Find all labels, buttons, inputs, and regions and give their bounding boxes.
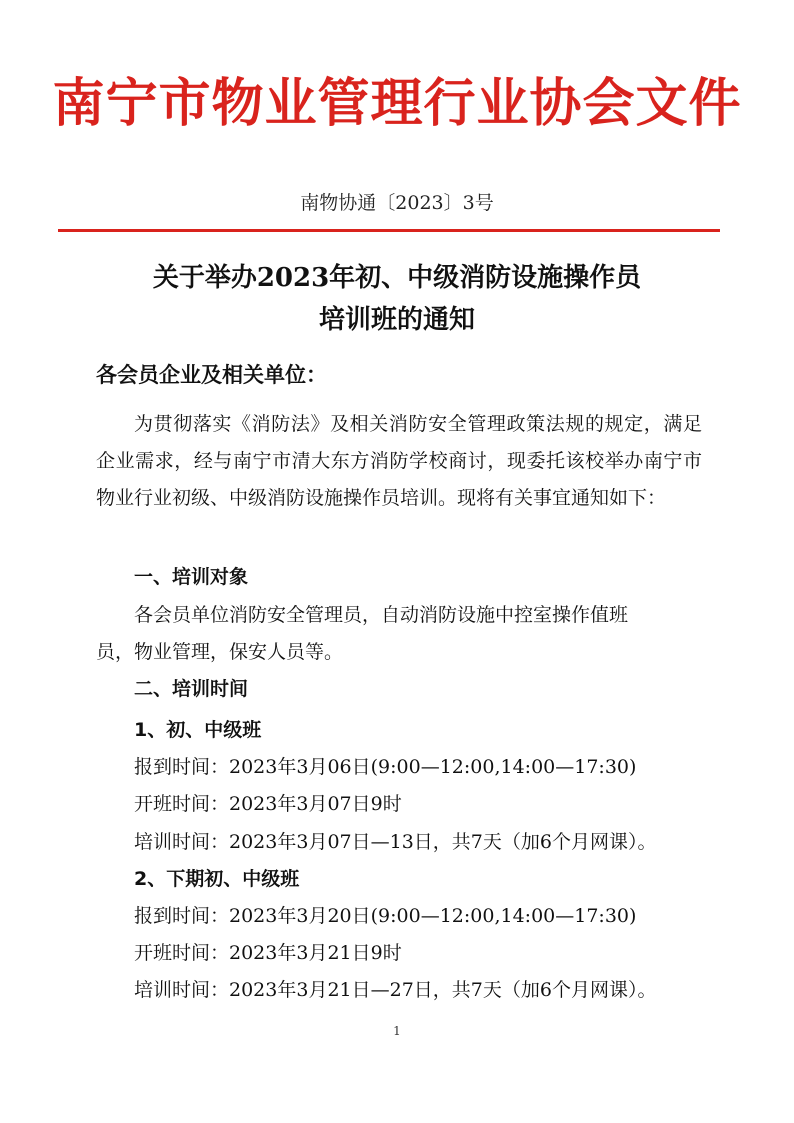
document-masthead: 南宁市物业管理行业协会文件 bbox=[52, 73, 742, 134]
page-number: 1 bbox=[393, 1024, 401, 1038]
notice-title-line-2: 培训班的通知 bbox=[318, 305, 475, 335]
class1-start-time: 开班时间：2023年3月07日9时 bbox=[134, 793, 402, 815]
red-divider-rule bbox=[58, 229, 720, 232]
intro-paragraph: 为贯彻落实《消防法》及相关消防安全管理政策法规的规定，满足企业需求，经与南宁市清大东方消防学校商讨，现委托该校举办南宁市物业行业初级、中级消防设施操作员培训。现将有关事宜通知如下： bbox=[96, 413, 702, 509]
trainees-text-line-2: 员，物业管理，保安人员等。 bbox=[96, 641, 344, 663]
class2-register-time: 报到时间：2023年3月20日(9:00—12:00,14:00—17:30) bbox=[134, 905, 637, 927]
section-heading-trainees: 一、培训对象 bbox=[134, 566, 249, 588]
intro-paragraph-block bbox=[96, 406, 702, 517]
class1-heading: 1、初、中级班 bbox=[134, 719, 262, 741]
class2-training-time: 培训时间：2023年3月21日—27日，共7天（加6个月网课）。 bbox=[134, 979, 657, 1001]
class1-training-time: 培训时间：2023年3月07日—13日，共7天（加6个月网课）。 bbox=[134, 831, 657, 853]
trainees-text-line-1: 各会员单位消防安全管理员，自动消防设施中控室操作值班 bbox=[134, 604, 629, 626]
salutation: 各会员企业及相关单位： bbox=[96, 363, 327, 387]
class2-start-time: 开班时间：2023年3月21日9时 bbox=[134, 942, 402, 964]
document-number: 南物协通〔2023〕3号 bbox=[300, 192, 494, 214]
class1-register-time: 报到时间：2023年3月06日(9:00—12:00,14:00—17:30) bbox=[134, 756, 637, 778]
notice-title-line-1: 关于举办2023年初、中级消防设施操作员 bbox=[152, 263, 642, 293]
class2-heading: 2、下期初、中级班 bbox=[134, 868, 300, 890]
section-heading-schedule: 二、培训时间 bbox=[134, 678, 249, 700]
